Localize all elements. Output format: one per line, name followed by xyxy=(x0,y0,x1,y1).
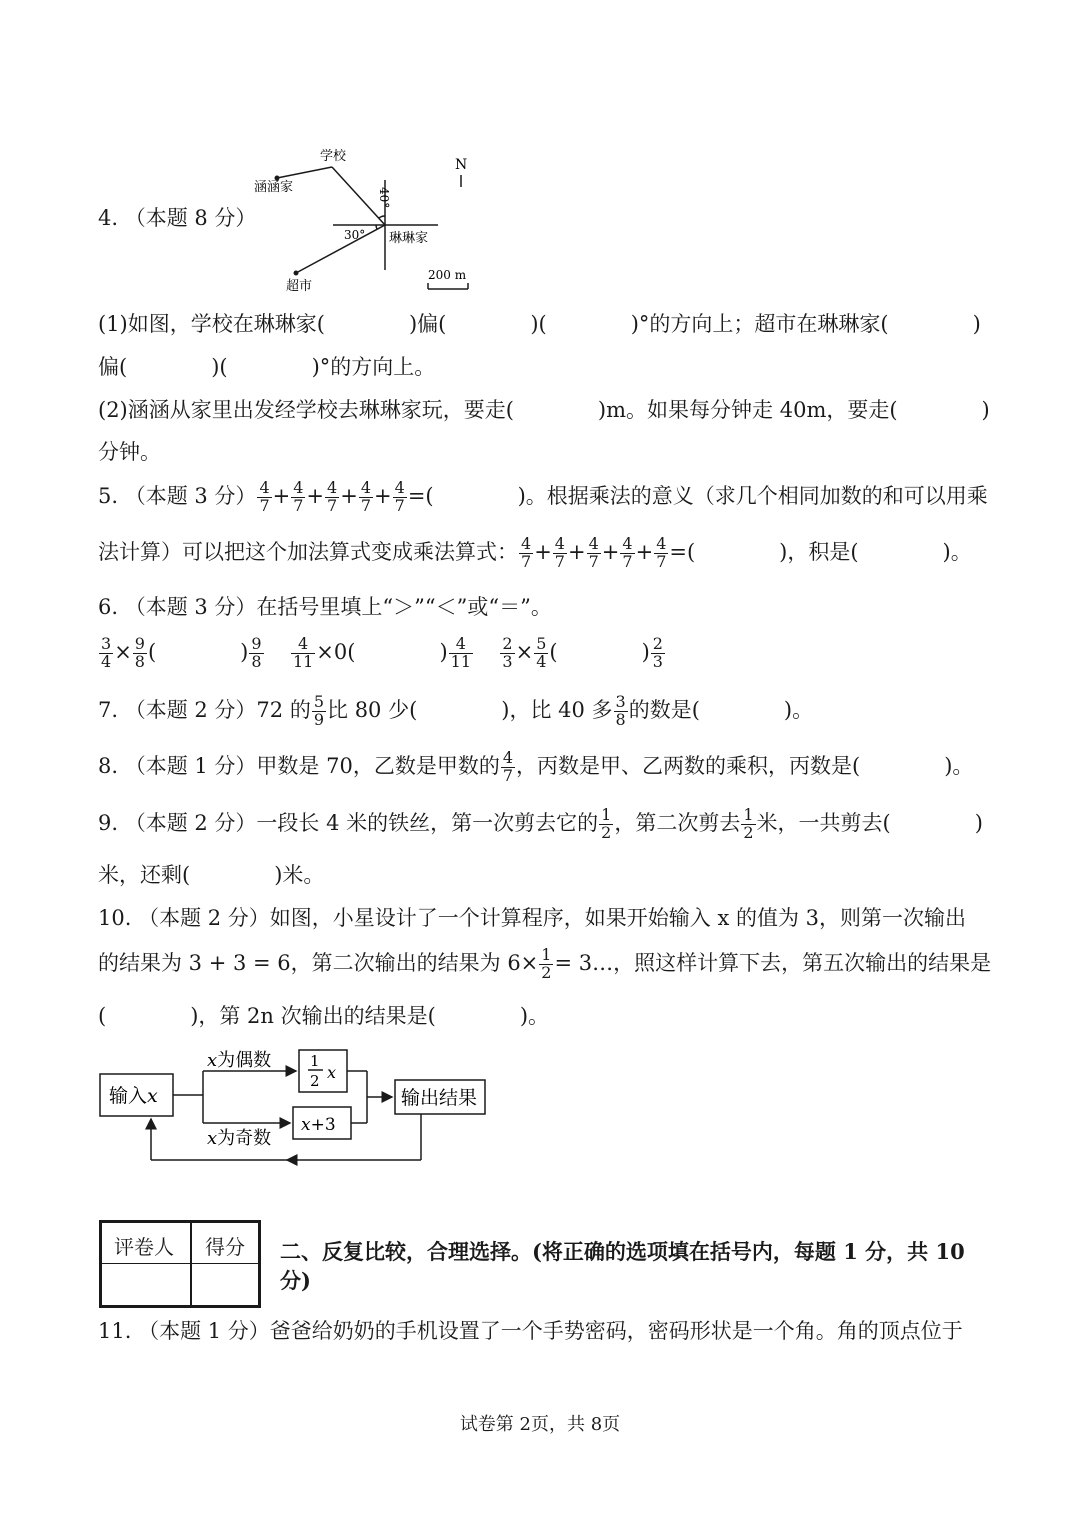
q9-line2: 米，还剩( )米。 xyxy=(98,863,325,887)
q9-fraction-2: $\frac{1}{2}$ xyxy=(743,805,754,842)
q5-fraction: $\frac{4}{7}$ xyxy=(259,478,270,515)
q10-line2: 的结果为 3 + 3 = 6，第二次输出的结果为 6× $\frac{1}{2}$ = 3…，照这样计算下去，第五次输出的结果是 xyxy=(98,945,992,982)
q4-label: 4. （本题 8 分） xyxy=(98,206,257,230)
q11-line1: 11. （本题 1 分）爸爸给奶奶的手机设置了一个手势密码，密码形状是一个角。角的顶点位于 xyxy=(98,1319,963,1343)
q8-fraction: $\frac{4}{7}$ xyxy=(502,748,514,785)
even-label: 𝑥为偶数 xyxy=(207,1050,272,1071)
section2-heading-line1: 二、反复比较，合理选择。(将正确的选项填在括号内，每题 1 分，共 10 xyxy=(280,1239,965,1264)
half-num: 1 xyxy=(310,1052,320,1070)
output-label: 输出结果 xyxy=(401,1087,478,1109)
score-header: 得分 xyxy=(205,1235,245,1259)
q7-line: 7. （本题 2 分）72 的 $\frac{5}{9}$ 比 80 少( )，比 40 多 $\frac{3}{8}$ 的数是( )。 xyxy=(98,692,814,729)
q6-items xyxy=(98,636,666,671)
q5-fraction: $\frac{4}{7}$ xyxy=(622,534,633,571)
q6-blank-3[interactable]: ( ) xyxy=(549,639,650,664)
q7-fraction-2: $\frac{3}{8}$ xyxy=(615,692,626,729)
section2-heading-line2: 分) xyxy=(280,1268,311,1293)
grader-header: 评卷人 xyxy=(114,1235,174,1259)
q4-line4: 分钟。 xyxy=(98,440,161,464)
q9-line1: 9. （本题 2 分）一段长 4 米的铁丝，第一次剪去它的 $\frac{1}{2}$ ，第二次剪去 $\frac{1}{2}$ 米，一共剪去( ) xyxy=(98,805,983,842)
q5-fraction: $\frac{4}{7}$ xyxy=(394,478,405,515)
q4-line2: 偏( )( )°的方向上。 xyxy=(98,355,436,379)
q10-fraction: $\frac{1}{2}$ xyxy=(541,945,552,982)
half-box xyxy=(299,1050,347,1092)
q5-line2: 法计算）可以把这个加法算式变成乘法算式： $\frac{4}{7}$ + $\frac{4}{7}$ + $\frac{4}{7}$ + $\frac{4}{7}$ + $\frac{4}{7}$ =( )，积是( )。 xyxy=(98,534,972,571)
q10-line3: ( )，第 2n 次输出的结果是( )。 xyxy=(98,1004,550,1028)
q6-label: 6. （本题 3 分）在括号里填上“＞”“＜”或“＝”。 xyxy=(98,595,552,619)
hanhan-route-line xyxy=(277,167,332,178)
q6-blank-2[interactable]: ( ) xyxy=(347,639,448,664)
q5-fraction: $\frac{4}{7}$ xyxy=(293,478,304,515)
half-var: 𝑥 xyxy=(327,1063,337,1082)
q5-eq2-tail: =( )，积是( )。 xyxy=(669,539,972,564)
q6-blank-1[interactable]: ( ) xyxy=(147,639,249,664)
q6-item-3: $\frac{2}{3}$ × $\frac{5}{4}$ ( ) $\frac{2}{3}$ xyxy=(502,634,663,671)
input-label: 输入𝑥 xyxy=(109,1085,158,1107)
q4-line1: (1)如图，学校在琳琳家( )偏( )( )°的方向上；超市在琳琳家( ) xyxy=(98,312,981,336)
q5-label: 5. （本题 3 分） xyxy=(98,483,257,508)
supermarket-route-line xyxy=(296,225,385,273)
q10-line1: 10. （本题 2 分）如图，小星设计了一个计算程序，如果开始输入 x 的值为 3，则第一次输出 xyxy=(98,906,967,930)
q6-item-1: $\frac{3}{4}$ × $\frac{9}{8}$ ( ) $\frac{9}{8}$ xyxy=(101,634,262,671)
grade-table xyxy=(99,1220,261,1308)
q5-line2-head: 法计算）可以把这个加法算式变成乘法算式： xyxy=(98,539,518,564)
direction-map xyxy=(250,145,480,295)
q4-line3: (2)涵涵从家里出发经学校去琳琳家玩，要走( )m。如果每分钟走 40m，要走( ) xyxy=(98,398,990,422)
school-label: 学校 xyxy=(320,149,347,164)
angle-30-label: 30° xyxy=(344,228,366,242)
q5-line1: 5. （本题 3 分） $\frac{4}{7}$ + $\frac{4}{7}$ + $\frac{4}{7}$ + $\frac{4}{7}$ + $\frac{4}{7}$ =( )。根据乘法的意义（求几个相同加数的和可以用乘 xyxy=(98,478,988,515)
odd-label: 𝑥为奇数 xyxy=(207,1128,272,1149)
q5-fraction: $\frac{4}{7}$ xyxy=(360,478,372,515)
supermarket-label: 超市 xyxy=(286,279,313,294)
q5-fraction: $\frac{4}{7}$ xyxy=(554,534,565,571)
q9-fraction-1: $\frac{1}{2}$ xyxy=(601,805,612,842)
q7-fraction-1: $\frac{5}{9}$ xyxy=(313,692,325,729)
half-den: 2 xyxy=(310,1072,320,1090)
q5-fraction: $\frac{4}{7}$ xyxy=(588,534,599,571)
linlin-home-label: 琳琳家 xyxy=(389,231,429,246)
q5-fraction: $\frac{4}{7}$ xyxy=(327,478,338,515)
q8-line: 8. （本题 1 分）甲数是 70，乙数是甲数的 $\frac{4}{7}$ ，丙数是甲、乙两数的乘积，丙数是( )。 xyxy=(98,748,974,785)
q6-item-2: $\frac{4}{11}$ ×0( ) $\frac{4}{11}$ xyxy=(292,634,472,671)
angle-40-label: 40° xyxy=(377,187,391,209)
north-label: N xyxy=(455,157,468,173)
q5-fraction: $\frac{4}{7}$ xyxy=(656,534,667,571)
program-flowchart xyxy=(95,1040,495,1170)
supermarket-dot xyxy=(294,271,299,276)
scale-label: 200 m xyxy=(428,268,467,282)
q5-eq1-tail: =( )。根据乘法的意义（求几个相同加数的和可以用乘 xyxy=(407,483,988,508)
q5-fraction: $\frac{4}{7}$ xyxy=(521,534,532,571)
plus3-label: 𝑥+3 xyxy=(301,1115,336,1135)
page-footer: 试卷第 2页，共 8页 xyxy=(459,1414,621,1435)
hanhan-home-label: 涵涵家 xyxy=(254,180,294,195)
